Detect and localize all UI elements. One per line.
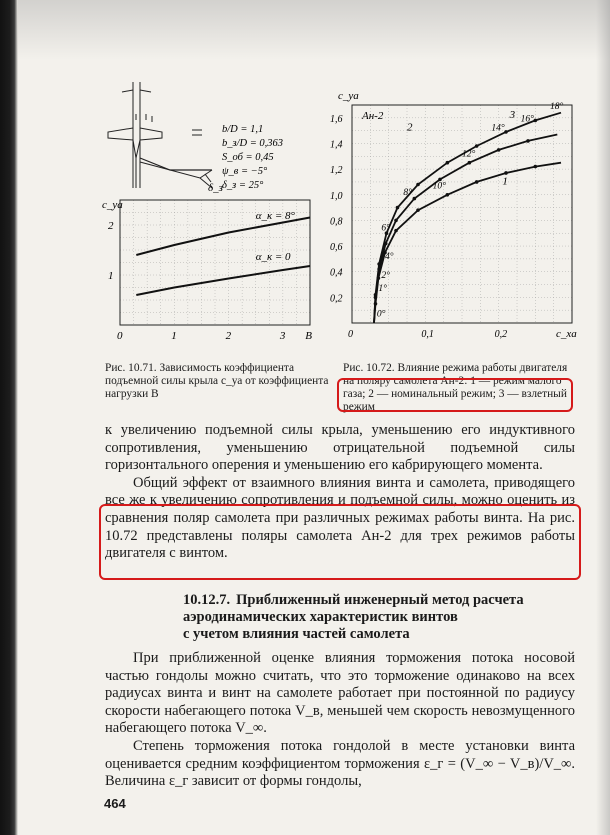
paragraph-1: к увеличению подъемной силы крыла, уменьшению его индуктивного сопротивления, уменьшению отрицательной подъемной силы горизонтального оперения и уменьшению его кабрирующего момента. (105, 422, 575, 474)
angle-label: 4° (385, 251, 394, 262)
data-point (534, 165, 538, 169)
paragraph-4: Степень торможения потока гондолой в месте установки винта оценивается средним коэффициентом торможения ε_г = (V_∞ − V_в)/V_∞. Величина ε_г зависит от формы гондолы, (105, 737, 575, 790)
angle-label: 1° (378, 283, 387, 294)
y-tick-label: 2 (108, 220, 114, 232)
series-line (374, 163, 561, 323)
angle-label: 14° (491, 123, 505, 134)
data-point (446, 161, 450, 165)
x-tick-label: 1 (171, 330, 177, 342)
data-point (497, 148, 501, 152)
angle-label: 18° (550, 101, 564, 112)
figure-10-71-caption (105, 362, 330, 401)
angle-label: 12° (462, 149, 476, 160)
data-point (374, 293, 378, 297)
y-axis-label: c_уа (338, 90, 359, 102)
flap-angle-label: δ_з (208, 182, 223, 194)
curve-number: 2 (407, 121, 413, 134)
body-text-top (105, 422, 575, 563)
scan-top-shadow (18, 0, 610, 60)
data-point (396, 206, 400, 210)
x-tick-label: 0 (348, 329, 353, 340)
data-point (446, 193, 450, 197)
y-tick-label: 1,2 (330, 165, 343, 177)
figure-10-71-params (222, 124, 283, 191)
data-point (413, 197, 417, 201)
figure-param: b/D = 1,1 (222, 124, 264, 135)
caption-label: Рис. 10.71. (105, 362, 157, 374)
figure-10-72-chart (330, 90, 577, 340)
series-line (136, 218, 310, 256)
figure-10-71-chart (102, 199, 312, 342)
y-axis-label: c_уа (102, 199, 123, 211)
x-axis-label: B (305, 330, 313, 342)
x-tick-label: 0,2 (494, 329, 508, 340)
body-text-bottom (105, 650, 575, 791)
y-tick-label: 0,8 (330, 216, 343, 228)
angle-label: 0° (376, 309, 386, 320)
data-point (475, 180, 479, 184)
x-tick-label: 2 (225, 330, 232, 342)
section-title-line-2: аэродинамических характеристик винтов (183, 609, 458, 625)
series-line (374, 113, 561, 323)
binding-edge (0, 0, 18, 835)
data-point (377, 262, 381, 266)
paragraph-3: При приближенной оценке влияния торможения потока носовой частью гондолы можно считать, что это торможение одинаково на всех радиусах винта и винт на самолете работает при постоянной по радиусу скорости набегающего потока V_в, меньшей чем скорость невозмущенного набегающего потока V_∞. (105, 650, 575, 737)
y-tick-label: 1,6 (330, 113, 343, 125)
figure-10-72-caption (343, 362, 575, 414)
data-point (534, 119, 538, 123)
angle-label: 16° (520, 114, 534, 125)
x-axis-label: c_xа (556, 328, 577, 340)
section-number: 10.12.7. (183, 592, 231, 608)
y-tick-label: 0,6 (330, 242, 343, 254)
x-tick-label: 3 (279, 330, 286, 342)
data-point (394, 229, 398, 233)
angle-label: 6° (381, 223, 390, 234)
data-point (416, 208, 420, 212)
figure-param: δ_з = 25° (222, 180, 264, 191)
curve-number: 3 (509, 108, 516, 121)
figure-param: ψ_в = −5° (222, 166, 268, 177)
y-tick-label: 1 (108, 270, 114, 282)
angle-label: 2° (381, 271, 390, 282)
curve-label: α_к = 0 (255, 251, 291, 263)
y-tick-label: 0,2 (330, 293, 343, 305)
x-tick-label: 0 (117, 330, 123, 342)
y-tick-label: 0,4 (330, 267, 343, 279)
y-tick-label: 1,0 (330, 190, 343, 202)
curve-label: α_к = 8° (255, 210, 295, 222)
data-point (526, 139, 530, 143)
page-number: 464 (104, 796, 126, 811)
angle-label: 10° (432, 181, 446, 192)
figure-param: S_об = 0,45 (222, 152, 274, 163)
paragraph-2: Общий эффект от взаимного влияния винта и самолета, приводящего все же к увеличению сопротивления и подъемной силы, можно оценить из сравнения поляр самолета при различных режимах работы винта. На рис. 10.72 представлены поляры самолета Ан-2 для трех режимов работы двигателя с винтом. (105, 474, 575, 562)
series-line (136, 266, 310, 295)
y-tick-label: 1,4 (330, 139, 343, 151)
caption-text: Зависимость коэффициента подъемной силы крыла c_уа от коэффициента нагрузки B (105, 362, 329, 400)
airplane-sketch-icon (108, 82, 212, 188)
scan-right-shadow (596, 0, 610, 835)
figure-param: b_з/D = 0,363 (222, 138, 284, 149)
data-point (504, 130, 508, 134)
caption-text: Влияние режима работы двигателя на поляру самолета Ан-2: 1 — режим малого газа; 2 — номинальный режим; 3 — взлетный режим (343, 362, 568, 413)
section-title-line-1: Приближенный инженерный метод расчета (236, 592, 524, 608)
data-point (394, 219, 398, 223)
data-point (416, 183, 420, 187)
aircraft-label: Ан-2 (362, 110, 384, 122)
data-point (468, 161, 472, 165)
x-tick-label: 0,1 (421, 329, 434, 340)
figure-10-71 (100, 70, 335, 360)
figure-10-72 (330, 75, 585, 350)
section-title-line-3: с учетом влияния частей самолета (183, 626, 410, 642)
caption-label: Рис. 10.72. (343, 362, 395, 374)
data-point (475, 144, 479, 148)
curve-number: 1 (502, 175, 508, 188)
angle-label: 8° (403, 187, 412, 198)
series-line (374, 135, 557, 324)
section-heading (183, 592, 583, 643)
data-point (504, 171, 508, 175)
